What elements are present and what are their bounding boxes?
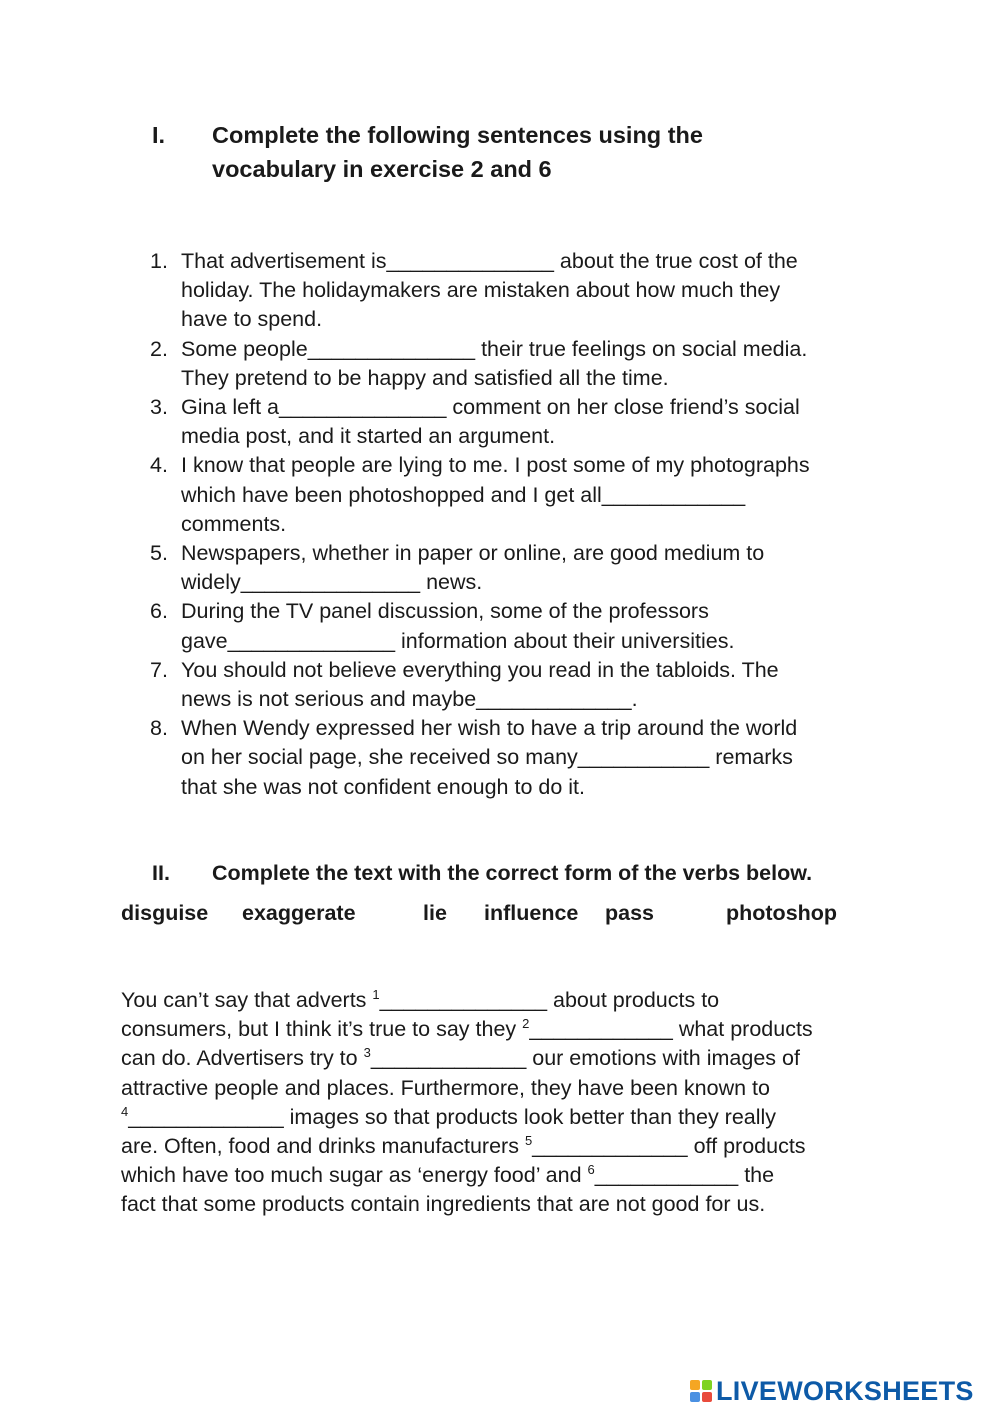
word-bank-item: disguise <box>121 901 209 925</box>
logo-text: LIVEWORKSHEETS <box>716 1375 974 1406</box>
list-item: 3. Gina left a______________ comment on her close friend’s social media post, and it started an argument. <box>150 395 800 449</box>
word-bank-item: photoshop <box>726 901 838 925</box>
liveworksheets-logo <box>690 1374 974 1408</box>
word-bank-item: exaggerate <box>242 901 356 925</box>
logo-square <box>690 1380 700 1390</box>
word-bank-item: influence <box>484 901 579 925</box>
section-1-number: I. <box>152 122 166 148</box>
section-1-title: Complete the following sentences using the vocabulary in exercise 2 and 6 <box>212 122 703 182</box>
word-bank-item: lie <box>423 901 447 925</box>
list-item: 2. Some people______________ their true feelings on social media. They pretend to be happy and satisfied all the time. <box>150 336 808 390</box>
section-2-title: Complete the text with the correct form of the verbs below. <box>212 861 813 885</box>
list-item: 7. You should not believe everything you read in the tabloids. The news is not serious and maybe_____________. <box>150 657 779 712</box>
logo-square <box>690 1392 700 1402</box>
logo-square <box>702 1392 712 1402</box>
gap-fill-paragraph: You can’t say that adverts $^1$______________ about products to consumers, but I think it’s true to say they $^2$____________ what products can do. Advertisers try to $^3$_____________ our emotions with images of attractive people and places. Furthermore, they have been known to $^4$_____________ images so that products look better than they really are. Often, food and drinks manufacturers $^5$_____________ off products which have too much sugar as ‘energy food’ and $^6$____________ the fact that some products contain ingredients that are not good for us. <box>121 987 813 1217</box>
list-item: 6. During the TV panel discussion, some of the professors gave______________ information about their universities. <box>150 599 735 653</box>
list-item: 4. I know that people are lying to me. I post some of my photographs which have been photoshopped and I get all____________ comments. <box>150 453 810 536</box>
logo-icon <box>690 1380 712 1402</box>
sentence-list <box>150 247 890 802</box>
list-item: 1. That advertisement is______________ about the true cost of the holiday. The holidaymakers are mistaken about how much they have to spend. <box>150 249 798 332</box>
logo-square <box>702 1380 712 1390</box>
list-item: 5. Newspapers, whether in paper or online, are good medium to widely_______________ news. <box>150 541 765 595</box>
section-2-number: II. <box>152 861 170 885</box>
word-bank <box>0 901 1000 931</box>
list-item: 8. When Wendy expressed her wish to have a trip around the world on her social page, she received so many___________ remarks that she was not confident enough to do it. <box>150 716 798 799</box>
word-bank-item: pass <box>605 901 655 925</box>
